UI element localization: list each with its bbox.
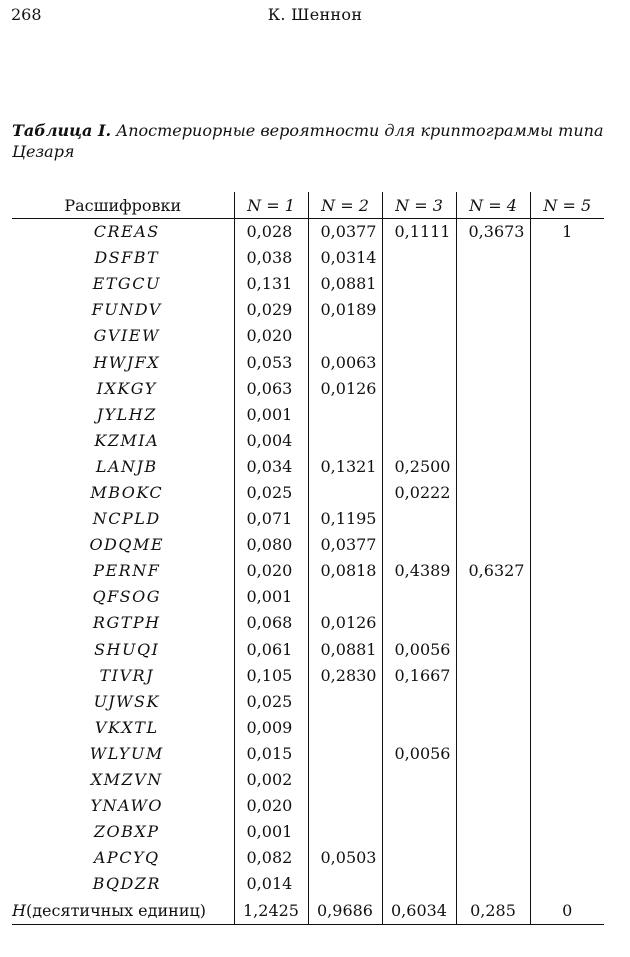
header-n1: N = 1 xyxy=(234,192,308,219)
probability-n3 xyxy=(382,819,456,845)
probability-n5 xyxy=(530,271,604,297)
decryption-word: RGTPH xyxy=(92,613,161,633)
decryption-word: WLYUM xyxy=(89,743,164,763)
probability-n5 xyxy=(530,558,604,584)
probability-n2 xyxy=(308,689,382,715)
probability-n4 xyxy=(456,480,530,506)
decryption-word: APCYQ xyxy=(93,848,160,868)
probability-n3 xyxy=(382,297,456,323)
probability-n3 xyxy=(382,532,456,558)
header-n4: N = 4 xyxy=(456,192,530,219)
decryption-word: PERNF xyxy=(93,561,161,581)
probability-n3: 0,4389 xyxy=(382,558,456,584)
probability-n3 xyxy=(382,689,456,715)
table-row xyxy=(12,584,604,610)
probability-n1: 0,001 xyxy=(234,819,308,845)
probability-n2: 0,0377 xyxy=(308,219,382,246)
probability-n3 xyxy=(382,584,456,610)
probability-n4 xyxy=(456,454,530,480)
probability-n3 xyxy=(382,376,456,402)
table-row xyxy=(12,297,604,323)
probability-n2: 0,0189 xyxy=(308,297,382,323)
probability-n2 xyxy=(308,402,382,428)
probability-n3: 0,1111 xyxy=(382,219,456,246)
probability-n5 xyxy=(530,480,604,506)
probability-n3 xyxy=(382,715,456,741)
decryption-word: ODQME xyxy=(89,535,165,555)
entropy-n4: 0,285 xyxy=(456,897,530,925)
decryption-word: SHUQI xyxy=(94,639,160,659)
table-row xyxy=(12,219,604,246)
probability-n4 xyxy=(456,637,530,663)
probability-n5 xyxy=(530,376,604,402)
probability-n3 xyxy=(382,610,456,636)
probability-n5 xyxy=(530,637,604,663)
decryption-word: ETGCU xyxy=(92,274,161,294)
probability-n4 xyxy=(456,715,530,741)
table-body xyxy=(12,219,604,898)
table-row xyxy=(12,637,604,663)
table-header-row xyxy=(12,192,604,219)
probability-n4 xyxy=(456,428,530,454)
probability-n5 xyxy=(530,349,604,375)
entropy-units: (десятичных единиц) xyxy=(25,900,207,920)
probability-n2 xyxy=(308,715,382,741)
probability-n1: 0,105 xyxy=(234,663,308,689)
decryption-word: GVIEW xyxy=(93,326,160,346)
decryption-word: HWJFX xyxy=(93,352,161,372)
probability-n2 xyxy=(308,323,382,349)
running-head: К. Шеннон xyxy=(267,5,363,24)
probability-n5 xyxy=(530,428,604,454)
probability-n4 xyxy=(456,271,530,297)
entropy-n2: 0,9686 xyxy=(308,897,382,925)
header-n2: N = 2 xyxy=(308,192,382,219)
probability-n4 xyxy=(456,323,530,349)
probability-n4 xyxy=(456,610,530,636)
probability-n2 xyxy=(308,871,382,897)
probability-n2: 0,0377 xyxy=(308,532,382,558)
table-row xyxy=(12,767,604,793)
probability-n1: 0,038 xyxy=(234,245,308,271)
entropy-n5: 0 xyxy=(530,897,604,925)
table-row xyxy=(12,271,604,297)
decryption-word: UJWSK xyxy=(93,691,160,711)
probability-n3 xyxy=(382,793,456,819)
probability-n1: 0,131 xyxy=(234,271,308,297)
probability-n3 xyxy=(382,271,456,297)
header-n5: N = 5 xyxy=(530,192,604,219)
table-row xyxy=(12,323,604,349)
probability-n1: 0,082 xyxy=(234,845,308,871)
probability-n3 xyxy=(382,402,456,428)
probability-n3 xyxy=(382,871,456,897)
probability-n3 xyxy=(382,349,456,375)
probability-n5 xyxy=(530,715,604,741)
header-n3: N = 3 xyxy=(382,192,456,219)
probability-n1: 0,053 xyxy=(234,349,308,375)
probability-n1: 0,071 xyxy=(234,506,308,532)
probability-n2: 0,0818 xyxy=(308,558,382,584)
probability-n3: 0,2500 xyxy=(382,454,456,480)
probability-n3: 0,0222 xyxy=(382,480,456,506)
decryption-word: XMZVN xyxy=(90,770,163,790)
decryption-word: ZOBXP xyxy=(93,822,160,842)
probability-n1: 0,002 xyxy=(234,767,308,793)
table-row xyxy=(12,402,604,428)
probability-n5 xyxy=(530,297,604,323)
table-row xyxy=(12,741,604,767)
table-row xyxy=(12,506,604,532)
probability-n2: 0,1321 xyxy=(308,454,382,480)
probability-n5: 1 xyxy=(530,219,604,246)
probability-n1: 0,063 xyxy=(234,376,308,402)
probability-n5 xyxy=(530,663,604,689)
probability-n2 xyxy=(308,793,382,819)
probability-n4 xyxy=(456,532,530,558)
table-row xyxy=(12,428,604,454)
table-row xyxy=(12,349,604,375)
probability-n5 xyxy=(530,532,604,558)
probability-n1: 0,020 xyxy=(234,793,308,819)
probability-n4 xyxy=(456,506,530,532)
probability-n5 xyxy=(530,741,604,767)
table-row xyxy=(12,689,604,715)
probability-n4 xyxy=(456,871,530,897)
table-row xyxy=(12,245,604,271)
probability-n1: 0,015 xyxy=(234,741,308,767)
probability-table xyxy=(12,192,604,925)
probability-n2: 0,0881 xyxy=(308,271,382,297)
probability-n1: 0,028 xyxy=(234,219,308,246)
table-row xyxy=(12,871,604,897)
probability-n3 xyxy=(382,845,456,871)
probability-n2 xyxy=(308,428,382,454)
probability-n1: 0,034 xyxy=(234,454,308,480)
probability-n4 xyxy=(456,663,530,689)
probability-n2: 0,0503 xyxy=(308,845,382,871)
probability-n5 xyxy=(530,506,604,532)
decryption-word: IXKGY xyxy=(96,378,157,398)
entropy-row xyxy=(12,897,604,925)
probability-n3 xyxy=(382,767,456,793)
probability-n1: 0,001 xyxy=(234,584,308,610)
probability-n4 xyxy=(456,767,530,793)
decryption-word: VKXTL xyxy=(94,717,159,737)
probability-n2: 0,0063 xyxy=(308,349,382,375)
probability-n2: 0,1195 xyxy=(308,506,382,532)
probability-n3: 0,0056 xyxy=(382,637,456,663)
entropy-n3: 0,6034 xyxy=(382,897,456,925)
table-row xyxy=(12,376,604,402)
table-row xyxy=(12,819,604,845)
table-row xyxy=(12,454,604,480)
probability-n4 xyxy=(456,349,530,375)
probability-n2: 0,0126 xyxy=(308,376,382,402)
probability-n1: 0,020 xyxy=(234,558,308,584)
probability-n5 xyxy=(530,402,604,428)
probability-n3 xyxy=(382,428,456,454)
probability-n5 xyxy=(530,584,604,610)
probability-n3: 0,0056 xyxy=(382,741,456,767)
decryption-word: MBOKC xyxy=(90,482,164,502)
probability-n1: 0,025 xyxy=(234,480,308,506)
decryption-word: NCPLD xyxy=(92,509,161,529)
probability-n4 xyxy=(456,819,530,845)
table-row xyxy=(12,845,604,871)
table-caption xyxy=(12,120,612,162)
probability-n1: 0,029 xyxy=(234,297,308,323)
probability-n3 xyxy=(382,245,456,271)
entropy-symbol: H xyxy=(12,900,26,920)
probability-n2: 0,0126 xyxy=(308,610,382,636)
probability-n3: 0,1667 xyxy=(382,663,456,689)
probability-n1: 0,020 xyxy=(234,323,308,349)
caption-label: Таблица I. xyxy=(12,121,112,140)
decryption-word: JYLHZ xyxy=(96,404,157,424)
probability-n5 xyxy=(530,871,604,897)
probability-n5 xyxy=(530,767,604,793)
probability-n2: 0,0314 xyxy=(308,245,382,271)
page-number: 268 xyxy=(11,5,42,24)
probability-n5 xyxy=(530,689,604,715)
decryption-word: DSFBT xyxy=(94,248,160,268)
entropy-n1: 1,2425 xyxy=(234,897,308,925)
probability-n4 xyxy=(456,584,530,610)
probability-n4 xyxy=(456,689,530,715)
probability-n2 xyxy=(308,767,382,793)
probability-n4 xyxy=(456,845,530,871)
decryption-word: BQDZR xyxy=(92,874,161,894)
decryption-word: KZMIA xyxy=(94,430,160,450)
probability-n4: 0,6327 xyxy=(456,558,530,584)
decryption-word: YNAWO xyxy=(90,796,164,816)
table-row xyxy=(12,558,604,584)
probability-n1: 0,004 xyxy=(234,428,308,454)
probability-n1: 0,001 xyxy=(234,402,308,428)
table-row xyxy=(12,532,604,558)
probability-n5 xyxy=(530,323,604,349)
probability-n1: 0,068 xyxy=(234,610,308,636)
entropy-label xyxy=(12,897,234,925)
probability-n1: 0,009 xyxy=(234,715,308,741)
decryption-word: CREAS xyxy=(93,222,160,242)
decryption-word: QFSOG xyxy=(92,587,162,607)
probability-n4 xyxy=(456,402,530,428)
probability-n2 xyxy=(308,741,382,767)
probability-n4 xyxy=(456,245,530,271)
table-row xyxy=(12,793,604,819)
caption-text: Апостериорные вероятности для криптограммы типа Цезаря xyxy=(12,121,604,161)
header-decryptions: Расшифровки xyxy=(12,192,234,219)
probability-n5 xyxy=(530,845,604,871)
probability-n4 xyxy=(456,793,530,819)
decryption-word: LANJB xyxy=(95,456,158,476)
probability-n4 xyxy=(456,297,530,323)
probability-n1: 0,025 xyxy=(234,689,308,715)
probability-n4 xyxy=(456,376,530,402)
probability-n5 xyxy=(530,245,604,271)
probability-n2 xyxy=(308,584,382,610)
decryption-word: TIVRJ xyxy=(99,665,154,685)
probability-n1: 0,061 xyxy=(234,637,308,663)
probability-n2 xyxy=(308,819,382,845)
probability-n3 xyxy=(382,506,456,532)
probability-n2: 0,0881 xyxy=(308,637,382,663)
probability-n5 xyxy=(530,454,604,480)
probability-n2 xyxy=(308,480,382,506)
table-row xyxy=(12,610,604,636)
decryption-word: FUNDV xyxy=(91,300,162,320)
probability-n1: 0,014 xyxy=(234,871,308,897)
probability-n5 xyxy=(530,793,604,819)
table-row xyxy=(12,663,604,689)
table-row xyxy=(12,715,604,741)
probability-n1: 0,080 xyxy=(234,532,308,558)
table-row xyxy=(12,480,604,506)
probability-n4: 0,3673 xyxy=(456,219,530,246)
probability-n5 xyxy=(530,819,604,845)
probability-n3 xyxy=(382,323,456,349)
probability-n4 xyxy=(456,741,530,767)
probability-n5 xyxy=(530,610,604,636)
probability-n2: 0,2830 xyxy=(308,663,382,689)
